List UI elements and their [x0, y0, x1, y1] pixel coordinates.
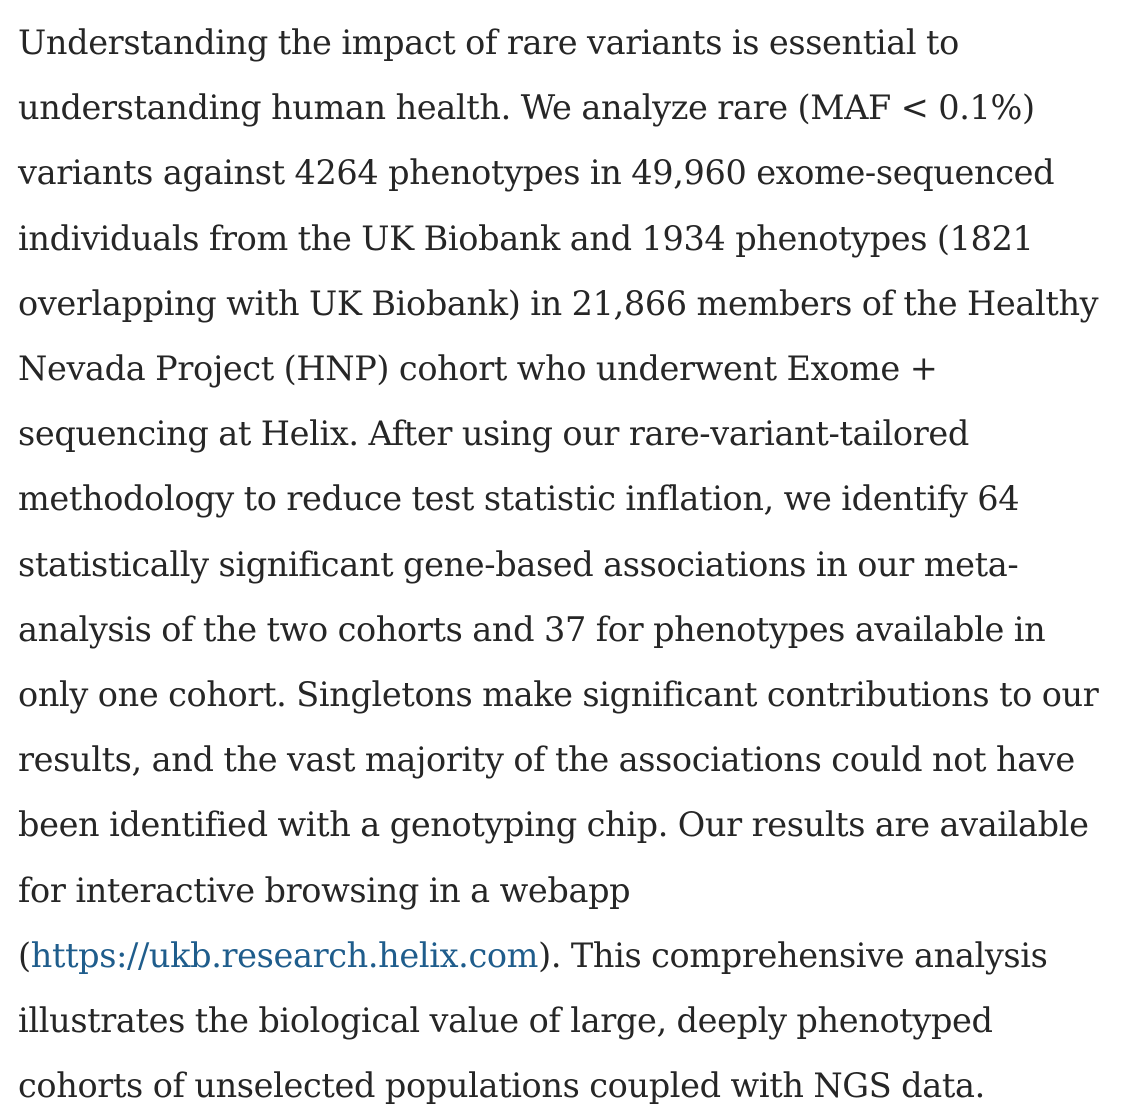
- abstract-paragraph: [18, 0, 1118, 1118]
- abstract-text-before-link: Understanding the impact of rare variants is essential to understanding human health. We analyze rare (MAF < 0.1%) variants against 4264 phenotypes in 49,960 exome-sequenced individuals from the UK Biobank and 1934 phenotypes (1821 overlapping with UK Biobank) in 21,866 members of the Healthy Nevada Project (HNP) cohort who underwent Exome + sequencing at Helix. After using our rare-variant-tailored methodology to reduce test statistic inflation, we identify 64 statistically significant gene-based associations in our meta-analysis of the two cohorts and 37 for phenotypes available in only one cohort. Singletons make significant contributions to our results, and the vast majority of the associations could not have been identified with a genotyping chip. Our results are available for interactive browsing in a webapp (: [18, 23, 1099, 975]
- abstract-text-after-link: ). This comprehensive analysis illustrates the biological value of large, deeply phenotyped cohorts of unselected populations coupled with NGS data.: [18, 935, 1048, 1106]
- webapp-link[interactable]: https://ukb.research.helix.com: [30, 935, 539, 975]
